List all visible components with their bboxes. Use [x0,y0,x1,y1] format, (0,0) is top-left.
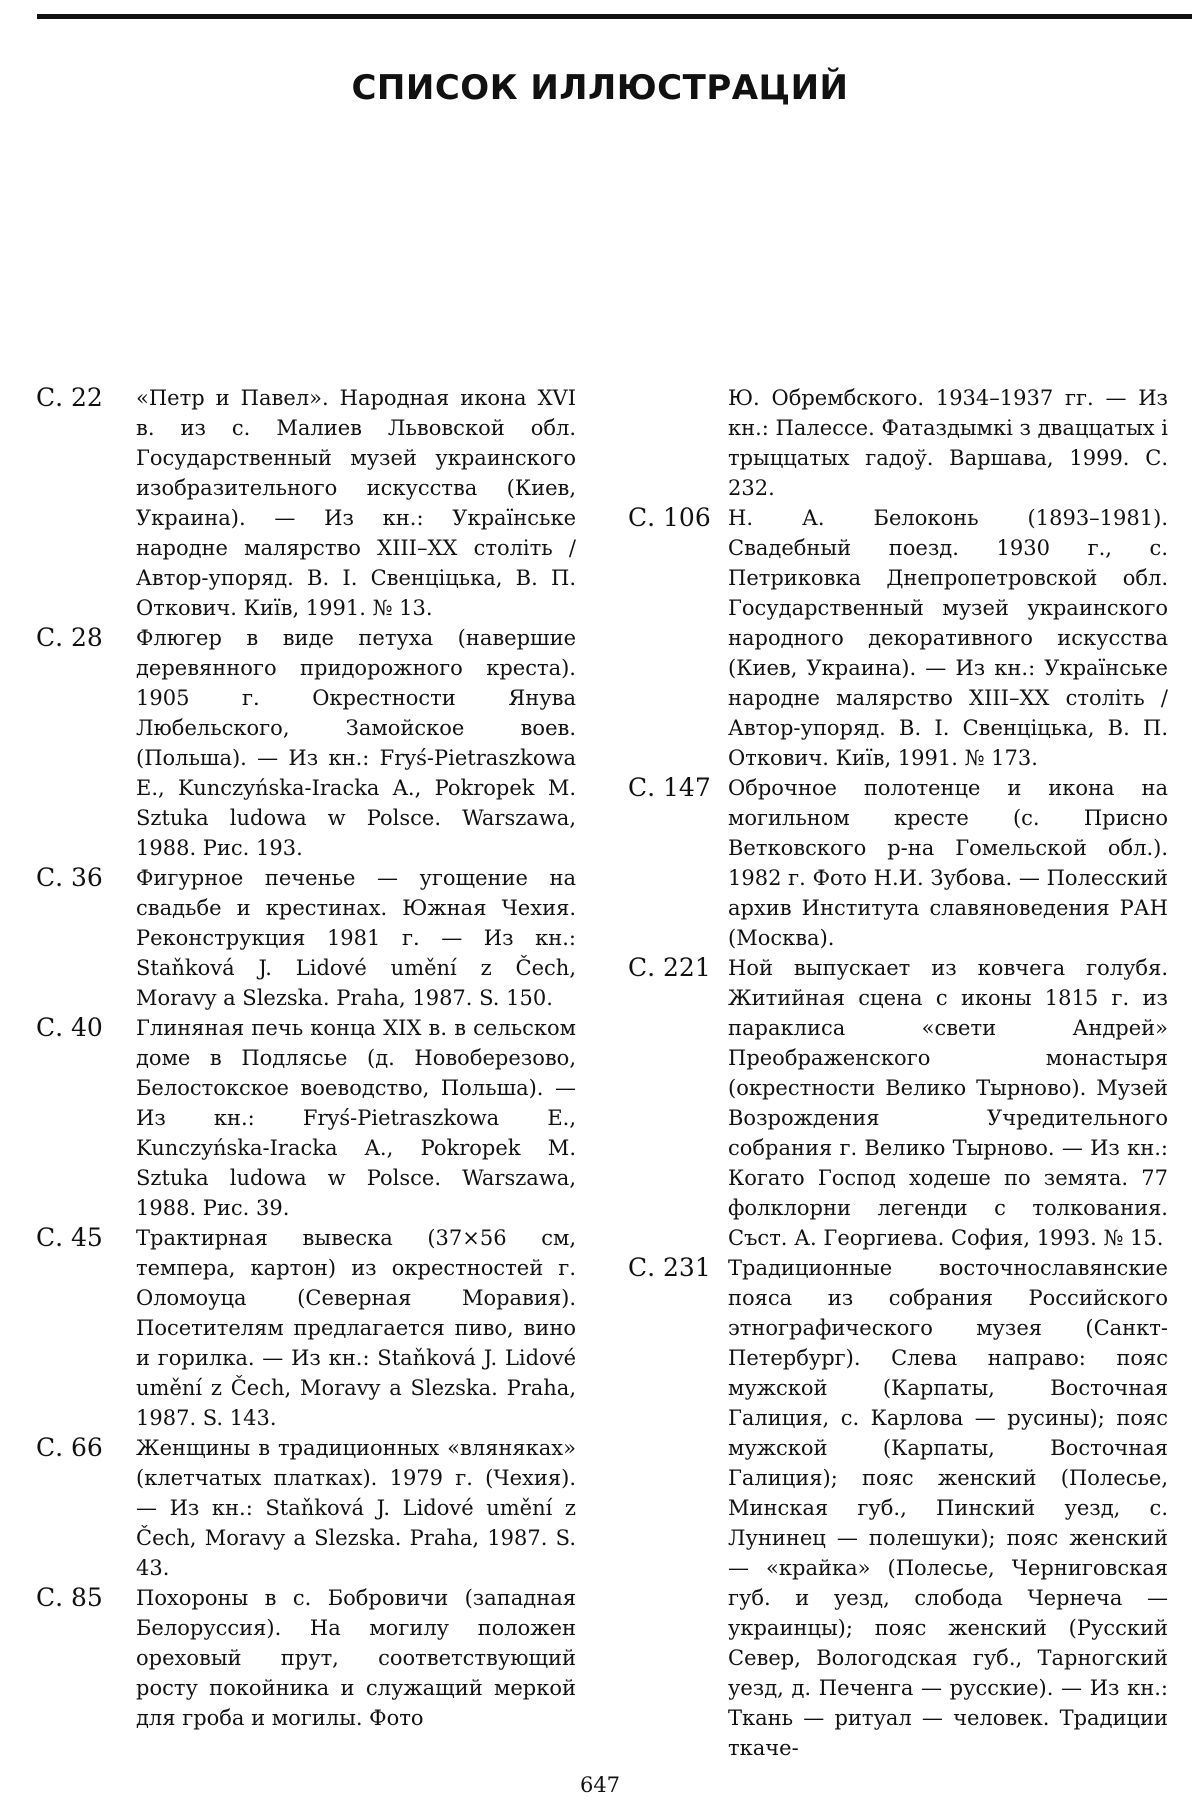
illustration-entry [628,953,1168,1253]
illustration-entry [36,383,576,623]
entry-page-ref: С. 106 [628,503,711,532]
illustration-entry [628,773,1168,953]
continued-entry [628,383,1168,503]
entry-caption: Флюгер в виде петуха (навершие деревянного придорожного креста). 1905 г. Окрестности Янува Любельского, Замойское воев. (Польша). — Из кн.: Fryś-Pietraszkowa E., Kunczyńska-Iracka A., Pokropek M. Sztuka ludowa w Polsce. Warszawa, 1988. Рис. 193. [136,626,576,860]
entry-page-ref: С. 221 [628,953,711,982]
illustration-entry [36,1223,576,1433]
illustration-entry [628,503,1168,773]
entry-caption: Оброчное полотенце и икона на могильном кресте (с. Присно Ветковского р-на Гомельской обл.). 1982 г. Фото Н.И. Зубова. — Полесский архив Института славяноведения РАН (Москва). [728,776,1168,950]
right-column [628,383,1168,1763]
entry-caption: Трактирная вывеска (37×56 см, темпера, картон) из окрестностей г. Оломоуца (Северная Моравия). Посетителям предлагается пиво, вино и горилка. — Из кн.: Staňková J. Lidové umění z Čech, Moravy a Slezska. Praha, 1987. S. 143. [136,1226,576,1430]
entry-page-ref: С. 28 [36,623,103,652]
page-title: СПИСОК ИЛЛЮСТРАЦИЙ [351,68,849,108]
top-rule [37,14,1192,19]
left-column [36,383,576,1733]
entry-page-ref: С. 36 [36,863,103,892]
entry-caption: Н. А. Белоконь (1893–1981). Свадебный поезд. 1930 г., с. Петриковка Днепропетровской обл. Государственный музей украинского народного декоративного искусства (Киев, Украина). — Из кн.: Українське народне малярство XIII–XX століть / Автор-упоряд. В. І. Свенціцька, В. П. Откович. Київ, 1991. № 173. [728,506,1168,770]
illustration-entry [36,863,576,1013]
illustration-entry [36,623,576,863]
entry-page-ref: С. 147 [628,773,711,802]
entry-caption: Глиняная печь конца XIX в. в сельском доме в Подлясье (д. Новоберезово, Белостокское воеводство, Польша). — Из кн.: Fryś-Pietraszkowa E., Kunczyńska-Iracka A., Pokropek M. Sztuka ludowa w Polsce. Warszawa, 1988. Рис. 39. [136,1016,576,1220]
illustration-entry [36,1013,576,1223]
entry-caption-continued: Ю. Обрембского. 1934–1937 гг. — Из кн.: Палессе. Фатаздымкі з дваццатых і трыццатых гадоў. Варшава, 1999. С. 232. [728,386,1168,500]
entry-page-ref: С. 85 [36,1583,103,1612]
entry-caption: Ной выпускает из ковчега голубя. Житийная сцена с иконы 1815 г. из параклиса «свети Андрей» Преображенского монастыря (окрестности Велико Тырново). Музей Возрождения Учредительного собрания г. Велико Тырново. — Из кн.: Когато Господ ходеше по земята. 77 фолклорни легенди с толкования. Съст. А. Георгиева. София, 1993. № 15. [728,956,1168,1250]
illustration-entry [36,1433,576,1583]
entry-page-ref: С. 66 [36,1433,103,1462]
entry-caption: «Петр и Павел». Народная икона XVI в. из с. Малиев Львовской обл. Государственный музей украинского изобразительного искусства (Киев, Украина). — Из кн.: Українське народне малярство XIII–XX століть / Автор-упоряд. В. І. Свенціцька, В. П. Откович. Київ, 1991. № 13. [136,386,576,620]
page-number: 647 [579,1773,621,1797]
entry-caption: Женщины в традиционных «вляняках» (клетчатых платках). 1979 г. (Чехия). — Из кн.: Staňková J. Lidové umění z Čech, Moravy a Slezska. Praha, 1987. S. 43. [136,1436,576,1580]
entry-page-ref: С. 231 [628,1253,711,1282]
entry-page-ref: С. 45 [36,1223,103,1252]
illustration-entry [628,1253,1168,1763]
illustration-entry [36,1583,576,1733]
entry-page-ref: С. 40 [36,1013,103,1042]
entry-caption: Традиционные восточнославянские пояса из собрания Российского этнографического музея (Санкт-Петербург). Слева направо: пояс мужской (Карпаты, Восточная Галиция, с. Карлова — русины); пояс мужской (Карпаты, Восточная Галиция); пояс женский (Полесье, Минская губ., Пинский уезд, с. Лунинец — полешуки); пояс женский — «крайка» (Полесье, Черниговская губ. и уезд, слобода Чернеча — украинцы); пояс женский (Русский Север, Вологодская губ., Тарногский уезд, д. Печенга — русские). — Из кн.: Ткань — ритуал — человек. Традиции ткаче- [728,1256,1168,1760]
entry-caption: Похороны в с. Бобровичи (западная Белоруссия). На могилу положен ореховый прут, соответствующий росту покойника и служащий меркой для гроба и могилы. Фото [136,1586,576,1730]
entry-page-ref: С. 22 [36,383,103,412]
entry-caption: Фигурное печенье — угощение на свадьбе и крестинах. Южная Чехия. Реконструкция 1981 г. — Из кн.: Staňková J. Lidové umění z Čech, Moravy a Slezska. Praha, 1987. S. 150. [136,866,576,1010]
